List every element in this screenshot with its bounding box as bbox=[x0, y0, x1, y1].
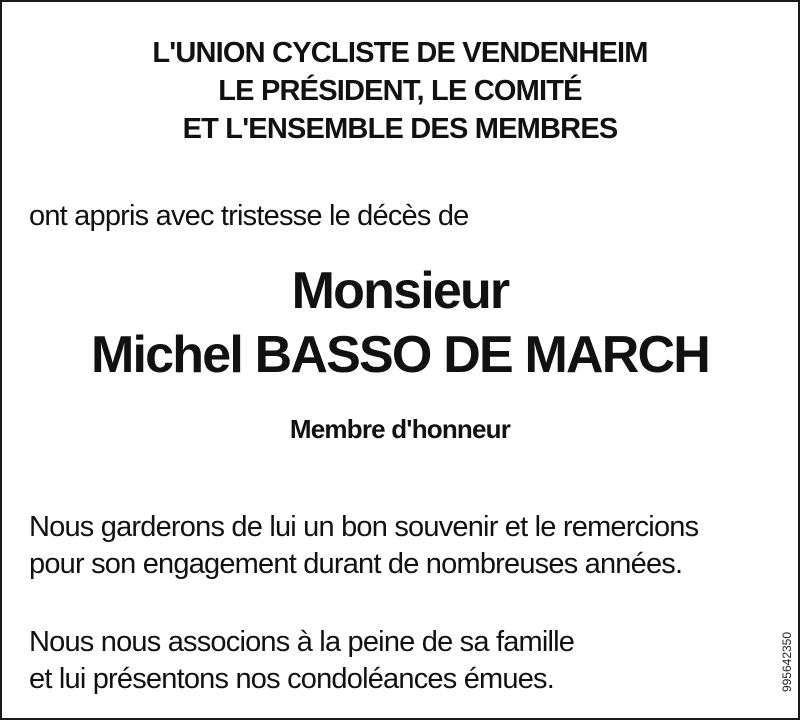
notice-header bbox=[2, 34, 798, 148]
reference-number-text: 995642350 bbox=[780, 631, 794, 693]
deceased-name: Michel BASSO DE MARCH bbox=[90, 326, 710, 384]
header-line-president-committee: LE PRÉSIDENT, LE COMITÉ bbox=[218, 75, 582, 107]
remembrance-paragraph bbox=[29, 509, 698, 583]
reference-number bbox=[779, 620, 795, 704]
remembrance-line-2: pour son engagement durant de nombreuses années. bbox=[29, 548, 683, 580]
deceased-name-block bbox=[2, 259, 798, 387]
deceased-role: Membre d'honneur bbox=[289, 414, 511, 444]
condolences-line-2: et lui présentons nos condoléances émues. bbox=[29, 663, 554, 695]
deceased-title: Monsieur bbox=[291, 262, 509, 320]
remembrance-line-1: Nous garderons de lui un bon souvenir et le remercions bbox=[29, 511, 699, 543]
header-line-members: ET L'ENSEMBLE DES MEMBRES bbox=[182, 113, 618, 145]
condolences-paragraph bbox=[29, 624, 574, 698]
intro-text: ont appris avec tristesse le décès de bbox=[29, 200, 469, 232]
header-line-organization: L'UNION CYCLISTE DE VENDENHEIM bbox=[152, 37, 648, 69]
condolences-line-1: Nous nous associons à la peine de sa famille bbox=[29, 626, 575, 658]
